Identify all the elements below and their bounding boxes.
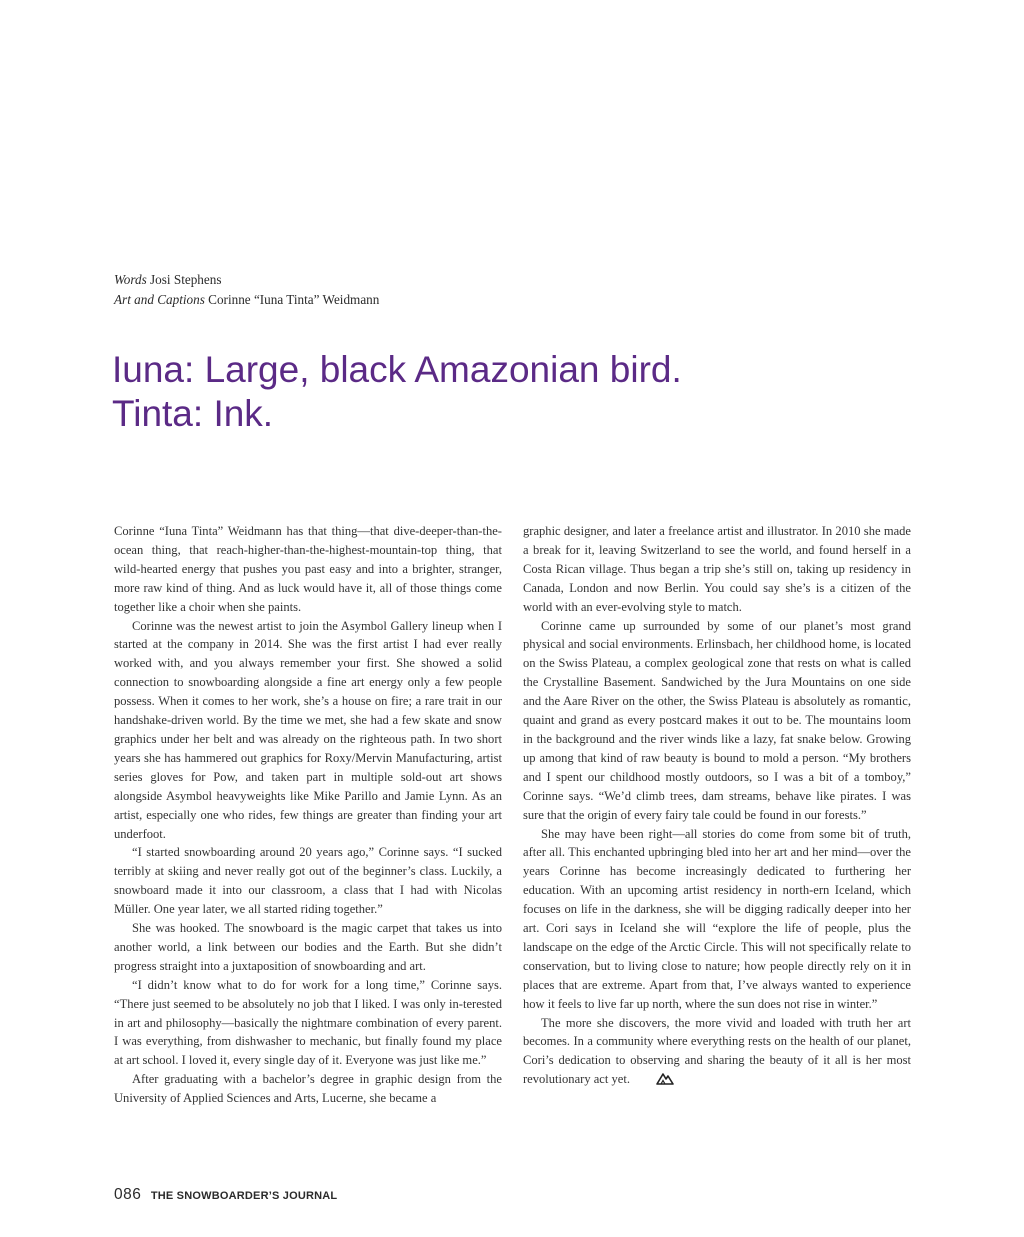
headline-line-1: Iuna: Large, black Amazonian bird.: [112, 349, 682, 390]
page-number: 086: [114, 1186, 142, 1203]
paragraph: Corinne was the newest artist to join the Asymbol Gallery lineup when I started at the company in 2014. She was the first artist I had ever really worked with, and you always remember your first. She showed a solid connection to snowboarding alongside a fine art energy only a few people possess. When it comes to her work, she’s a house on fire; a rare trait in our handshake-driven world. By the time we met, she had a few skate and snow graphics under her belt and was already on the righteous path. In two short years she has hammered out graphics for Roxy/Mervin Manufacturing, artist series gloves for Pow, and taken part in multiple sold-out art shows alongside Asymbol heavyweights like Mike Parillo and Jamie Lynn. As an artist, especially one who rides, few things are greater than finding your art underfoot.: [114, 618, 502, 841]
paragraph: Corinne came up surrounded by some of our planet’s most grand physical and social environments. Erlinsbach, her childhood home, is located on the Swiss Plateau, a complex geological zone that rests on what is called the Crystalline Basement. Sandwiched by the Jura Mountains on one side and the Aare River on the other, the Swiss Plateau is absolutely as romantic, quaint and grand as every postcard makes it out to be. The mountains loom in the background and the river winds like a lazy, fat snake below. Growing up among that kind of raw beauty is bound to mold a person. “My brothers and I spent our childhood mostly outdoors, so I was a bit of a tomboy,” Corinne says. “We’d climb trees, dam streams, behave like pirates. I was sure that the origin of every fairy tale could be found in our forests.”: [523, 618, 911, 822]
words-label: Words: [114, 272, 147, 287]
words-credit: [114, 270, 379, 290]
article-credits: [114, 270, 379, 310]
paragraph-final-text: The more she discovers, the more vivid and loaded with truth her art becomes. In a community where everything rests on the health of our planet, Cori’s dedication to observing and sharing the beauty of it all is her most revolutionary act yet.: [523, 1015, 911, 1087]
paragraph: She may have been right—all stories do come from some bit of truth, after all. This enchanted upbringing bled into her art and her mind—over the years Corinne has become increasingly dedicated to furthering her education. With an upcoming artist residency in north-ern Iceland, which focuses on life in the darkness, she will be digging radically deeper into her art. Cori says in Iceland she will “explore the life of people, plus the landscape on the edge of the Arctic Circle. This will not specifically relate to conservation, but to living close to nature; how people directly rely on it in places that are extreme. Apart from that, I’ve always wanted to experience how it feels to live far up north, where the sun does not rise in winter.”: [523, 826, 911, 1011]
paragraph: After graduating with a bachelor’s degree in graphic design from the University of Applied Sciences and Arts, Lucerne, she became a: [114, 1072, 502, 1106]
art-author: Corinne “Iuna Tinta” Weidmann: [208, 292, 380, 307]
paragraph: She was hooked. The snowboard is the magic carpet that takes us into another world, a link between our bodies and the Earth. But she didn’t progress straight into a juxtaposition of snowboarding and art.: [114, 921, 502, 973]
paragraph: Corinne “Iuna Tinta” Weidmann has that thing—that dive-deeper-than-the-ocean thing, that reach-higher-than-the-highest-mountain-top thing, that wild-hearted energy that pushes you past easy and into a brighter, stranger, more raw kind of thing. And as luck would have it, all of those things come together like a choir when she paints.: [114, 524, 502, 614]
mountain-end-mark-icon: [638, 1072, 674, 1091]
art-credit: [114, 290, 379, 310]
paragraph: “I didn’t know what to do for work for a long time,” Corinne says. “There just seemed to be absolutely no job that I liked. I was only in-terested in art and philosophy—basically the nightmare combination of every parent. I was everything, from dishwasher to mechanic, but finally found my place at art school. I loved it, every single day of it. Everyone was just like me.”: [114, 977, 502, 1068]
body-column-left: [114, 522, 502, 1108]
paragraph-final: [523, 1014, 911, 1092]
page-footer: [114, 1186, 337, 1204]
words-author: Josi Stephens: [150, 272, 222, 287]
paragraph: “I started snowboarding around 20 years ago,” Corinne says. “I sucked terribly at skiing and never really got out of the beginner’s class. Luckily, a snowboard made it into our classroom, a class that I had with Nicolas Müller. One year later, we all started riding together.”: [114, 845, 502, 917]
body-column-right: [523, 522, 911, 1091]
art-label: Art and Captions: [114, 292, 205, 307]
headline-line-2: Tinta: Ink.: [112, 393, 274, 434]
article-headline: [112, 348, 912, 436]
magazine-name: THE SNOWBOARDER’S JOURNAL: [150, 1190, 338, 1202]
paragraph: graphic designer, and later a freelance artist and illustrator. In 2010 she made a break for it, leaving Switzerland to see the world, and found herself in a Costa Rican village. Thus began a trip she’s still on, taking up residency in Canada, London and now Berlin. You could say she’s is a citizen of the world with an ever-evolving style to match.: [523, 524, 911, 614]
